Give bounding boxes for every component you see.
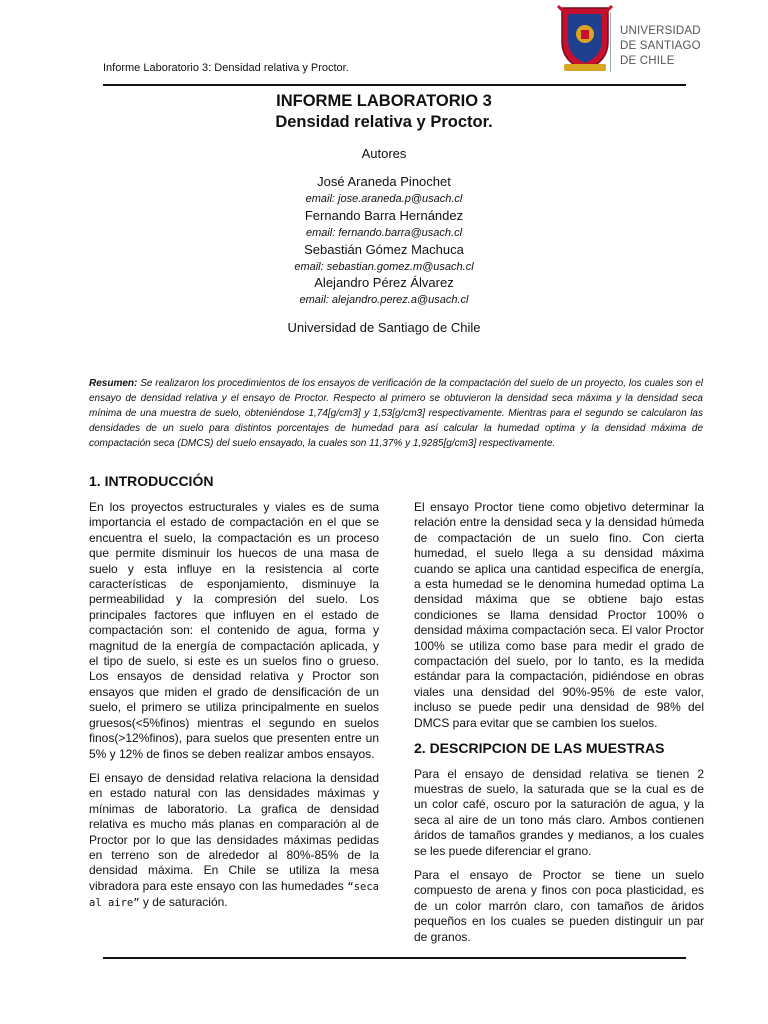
right-column	[414, 500, 704, 954]
authors-label: Autores	[361, 146, 407, 161]
university-line: UNIVERSIDAD	[620, 25, 701, 37]
university-line: DE SANTIAGO	[620, 40, 701, 52]
footer-rule	[103, 957, 686, 959]
section-heading-muestras: 2. DESCRIPCION DE LAS MUESTRAS	[414, 740, 665, 757]
author-name: Fernando Barra Hernández	[304, 208, 464, 223]
university-line: DE CHILE	[620, 55, 675, 67]
logo-divider	[610, 12, 611, 72]
affiliation: Universidad de Santiago de Chile	[287, 320, 481, 335]
author-name: Alejandro Pérez Álvarez	[314, 275, 454, 290]
author-email: email: fernando.barra@usach.cl	[305, 227, 463, 239]
intro-paragraph: En los proyectos estructurales y viales es de suma importancia el estado de compactación en el que se encuentra el suelo, la compactación es un proceso que permite disminuir los huecos de una masa de suelo y esta influye en la resistencia al corte características de esponjamiento, disminuye la permeabilidad y la compresión del suelo. Los principales factores que influyen en el estado de compactación son: el contenido de agua, forma y magnitud de la energía de compactación aplicada, y el tipo de suelo, si este es un suelos fino o grueso. Los ensayos de densidad relativa y Proctor son ensayos que miden el grado de densificación de un suelo, el primero se utiliza principalmente en suelos gruesos(<5%finos) mientras el segundo en suelos finos(>12%finos), para suelos que presenten entre un 5% y 12% de finos se deben realizar ambos ensayos.	[89, 500, 379, 761]
samples-paragraph: Para el ensayo de densidad relativa se tienen 2 muestras de suelo, la saturada que se la cual es de un color café, oscuro por la saturación de agua, y la seca al aire de un tono más claro. Ambos contienen áridos de tamaños grandes y medianos, a los cuales se les puede diferenciar el grano.	[414, 766, 704, 858]
running-header: Informe Laboratorio 3: Densidad relativa y Proctor.	[103, 62, 349, 74]
samples-paragraph: Para el ensayo de Proctor se tiene un suelo compuesto de arena y finos con poca plasticidad, es de un color marrón claro, con tamaños de áridos pequeños en los cuales se pueden distinguir un par de granos.	[414, 867, 704, 944]
inline-code: “seca al aire”	[89, 880, 379, 910]
author-name: Sebastián Gómez Machuca	[304, 242, 464, 257]
left-column	[89, 500, 379, 921]
abstract-text: Se realizaron los procedimientos de los ensayos de verificación de la compactación del suelo de un proyecto, los cuales son el ensayo de densidad relativa y el ensayo de Proctor. Respecto al primero se obtuvieron la densidad seca máxima y la densidad seca mínima de una muestra de suelo, obteniéndose 1,74[g/cm3] y 1,53[g/cm3] respectivamente. Mientras para el segundo se calcularon las densidades de un suelo para distintos porcentajes de humedad para así calcular la humedad optima y la densidad máxima de compactación seca (DMCS) del suelo ensayado, la cuales son 11,37% y 1,9285[g/cm3] respectivamente.	[89, 378, 703, 449]
intro-paragraph: El ensayo Proctor tiene como objetivo determinar la relación entre la densidad seca y la densidad húmeda de compactación de un suelo fino. Con cierta humedad, el suelo llega a su densidad máxima cuando se aplica una cantidad especifica de energía, a esta humedad se le denomina humedad optima La densidad máxima que se obtiene bajo estas condiciones se llama densidad Proctor 100% o densidad máxima compactación seca. El valor Proctor 100% se utiliza como base para medir el grado de compactación del suelo, por lo tanto, es la medida estándar para la compactación, pidiéndose en obras viales una densidad del 90%-95% de este valor, incluso se puede pedir una densidad de 98% del DMCS para evitar que se cambien los suelos.	[414, 500, 704, 730]
section-heading-introduccion: 1. INTRODUCCIÓN	[89, 473, 214, 489]
header-rule	[103, 84, 686, 86]
abstract-label: Resumen:	[89, 378, 138, 389]
author-name: José Araneda Pinochet	[317, 174, 451, 189]
paper-title: INFORME LABORATORIO 3	[276, 92, 492, 110]
author-email: email: alejandro.perez.a@usach.cl	[299, 294, 469, 306]
university-wordmark	[620, 24, 701, 69]
abstract	[89, 376, 703, 451]
intro-paragraph: El ensayo de densidad relativa relaciona la densidad en estado natural con las densidades máximas y mínimas de laboratorio. La grafica de densidad relativa es mucho más planas en comparación al de Proctor por lo que las densidades máximas pedidas en terreno son de alrededor al 80%-85% de la densidad máxima. En Chile se utiliza la mesa vibradora para este ensayo con las humedades “seca al aire” y de saturación.	[89, 770, 379, 910]
paper-subtitle: Densidad relativa y Proctor.	[275, 113, 493, 131]
author-email: email: sebastian.gomez.m@usach.cl	[294, 261, 474, 273]
usach-crest-logo	[556, 4, 614, 74]
author-email: email: jose.araneda.p@usach.cl	[305, 193, 463, 205]
